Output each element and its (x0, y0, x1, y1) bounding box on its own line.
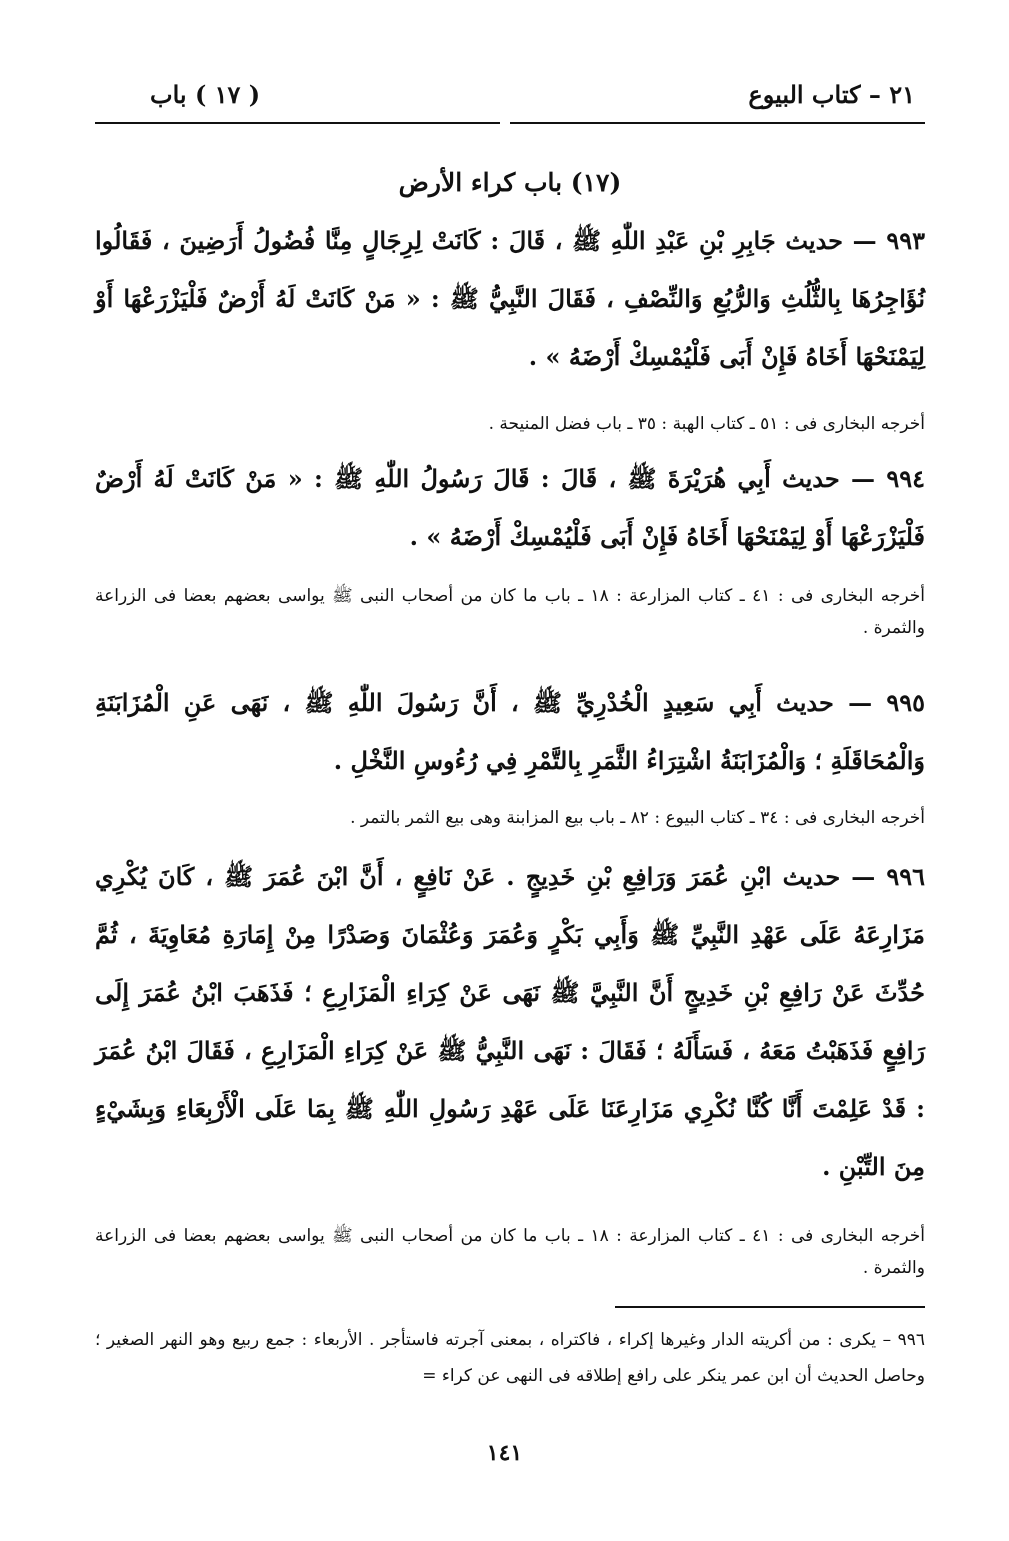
header-rule-right (510, 122, 925, 124)
running-header (95, 62, 925, 122)
running-header-book-title: ٢١ – كتاب البيوع (748, 80, 915, 109)
header-rule-left (95, 122, 500, 124)
hadith-number: ٩٩٥ (886, 688, 925, 717)
hadith-994: ٩٩٤ — حديث أَبِي هُرَيْرَةَ ﷺ ، قَالَ : قَالَ رَسُولُ اللّٰهِ ﷺ : « مَنْ كَانَتْ لَهُ أَرْضٌ فَلْيَزْرَعْهَا أَوْ لِيَمْنَحْهَا أَخَاهُ فَإِنْ أَبَى فَلْيُمْسِكْ أَرْضَهُ » . (95, 464, 925, 551)
hadith-995: ٩٩٥ — حديث أَبِي سَعِيدٍ الْخُدْرِيِّ ﷺ ، أَنَّ رَسُولَ اللّٰهِ ﷺ ، نَهَى عَنِ الْمُزَابَنَةِ وَالْمُحَاقَلَةِ ؛ وَالْمُزَابَنَةُ اشْتِرَاءُ الثَّمَرِ بِالتَّمْرِ فِي رُءُوسِ النَّخْلِ . (95, 688, 925, 775)
hadith-source-994: أخرجه البخارى فى : ٤١ ـ كتاب المزارعة : ١٨ ـ باب ما كان من أصحاب النبى ﷺ يواسى بعضهم بعضا فى الزراعة والثمرة . (95, 586, 925, 638)
hadith-source-993: أخرجه البخارى فى : ٥١ ـ كتاب الهبة : ٣٥ ـ باب فضل المنيحة . (488, 414, 925, 434)
chapter-title: (١٧) باب كراء الأرض (398, 168, 622, 197)
hadith-source-996: أخرجه البخارى فى : ٤١ ـ كتاب المزارعة : ١٨ ـ باب ما كان من أصحاب النبى ﷺ يواسى بعضهم بعضا فى الزراعة والثمرة . (95, 1226, 925, 1278)
page-number: ١٤١ (486, 1440, 523, 1466)
hadith-number: ٩٩٤ (886, 464, 925, 493)
footnote: ٩٩٦ – يكرى : من أكريته الدار وغيرها إكراء ، فاكتراه ، بمعنى آجرته فاستأجر . الأربعاء : جمع ربيع وهو النهر الصغير ؛ وحاصل الحديث أن ابن عمر ينكر على رافع إطلاقه فى النهى عن كراء = (95, 1330, 925, 1386)
hadith-text: حديث ابْنِ عُمَرَ وَرَافِعِ بْنِ خَدِيجٍ . عَنْ نَافِعٍ ، أَنَّ ابْنَ عُمَرَ ﷺ ، كَانَ يُكْرِي مَزَارِعَهُ عَلَى عَهْدِ النَّبِيِّ ﷺ وَأَبِي بَكْرٍ وَعُمَرَ وَعُثْمَانَ وَصَدْرًا مِنْ إِمَارَةِ مُعَاوِيَةَ ، ثُمَّ حُدِّثَ عَنْ رَافِعِ بْنِ خَدِيجٍ أَنَّ النَّبِيَّ ﷺ نَهَى عَنْ كِرَاءِ الْمَزَارِعِ ؛ فَذَهَبَ ابْنُ عُمَرَ إِلَى رَافِعٍ فَذَهَبْتُ مَعَهُ ، فَسَأَلَهُ ؛ فَقَالَ : نَهَى النَّبِيُّ ﷺ عَنْ كِرَاءِ الْمَزَارِعِ ، فَقَالَ ابْنُ عُمَرَ : قَدْ عَلِمْتَ أَنَّا كُنَّا نُكْرِي مَزَارِعَنَا عَلَى عَهْدِ رَسُولِ اللّٰهِ ﷺ بِمَا عَلَى الْأَرْبِعَاءِ وَبِشَيْءٍ مِنَ التِّبْنِ . (95, 862, 925, 1181)
hadith-text: حديث أَبِي هُرَيْرَةَ ﷺ ، قَالَ : قَالَ رَسُولُ اللّٰهِ ﷺ : « مَنْ كَانَتْ لَهُ أَرْضٌ فَلْيَزْرَعْهَا أَوْ لِيَمْنَحْهَا أَخَاهُ فَإِنْ أَبَى فَلْيُمْسِكْ أَرْضَهُ » . (95, 464, 925, 551)
hadith-number: ٩٩٣ (886, 226, 925, 255)
running-header-chapter: ( ١٧ ) باب (150, 80, 261, 109)
hadith-text: حديث أَبِي سَعِيدٍ الْخُدْرِيِّ ﷺ ، أَنَّ رَسُولَ اللّٰهِ ﷺ ، نَهَى عَنِ الْمُزَابَنَةِ وَالْمُحَاقَلَةِ ؛ وَالْمُزَابَنَةُ اشْتِرَاءُ الثَّمَرِ بِالتَّمْرِ فِي رُءُوسِ النَّخْلِ . (95, 688, 925, 775)
hadith-number: ٩٩٦ (886, 862, 925, 891)
footnote-separator (615, 1306, 925, 1308)
hadith-993: ٩٩٣ — حديث جَابِرِ بْنِ عَبْدِ اللّٰهِ ﷺ ، قَالَ : كَانَتْ لِرِجَالٍ مِنَّا فُضُولُ أَرَضِينَ ، فَقَالُوا نُؤَاجِرُهَا بِالثُّلُثِ وَالرُّبُعِ وَالنِّصْفِ ، فَقَالَ النَّبِيُّ ﷺ : « مَنْ كَانَتْ لَهُ أَرْضٌ فَلْيَزْرَعْهَا أَوْ لِيَمْنَحْهَا أَخَاهُ فَإِنْ أَبَى فَلْيُمْسِكْ أَرْضَهُ » . (95, 226, 925, 371)
hadith-source-995: أخرجه البخارى فى : ٣٤ ـ كتاب البيوع : ٨٢ ـ باب بيع المزابنة وهى بيع الثمر بالتمر . (350, 808, 925, 828)
hadith-text: حديث جَابِرِ بْنِ عَبْدِ اللّٰهِ ﷺ ، قَالَ : كَانَتْ لِرِجَالٍ مِنَّا فُضُولُ أَرَضِينَ ، فَقَالُوا نُؤَاجِرُهَا بِالثُّلُثِ وَالرُّبُعِ وَالنِّصْفِ ، فَقَالَ النَّبِيُّ ﷺ : « مَنْ كَانَتْ لَهُ أَرْضٌ فَلْيَزْرَعْهَا أَوْ لِيَمْنَحْهَا أَخَاهُ فَإِنْ أَبَى فَلْيُمْسِكْ أَرْضَهُ » . (95, 226, 925, 371)
hadith-996: ٩٩٦ — حديث ابْنِ عُمَرَ وَرَافِعِ بْنِ خَدِيجٍ . عَنْ نَافِعٍ ، أَنَّ ابْنَ عُمَرَ ﷺ ، كَانَ يُكْرِي مَزَارِعَهُ عَلَى عَهْدِ النَّبِيِّ ﷺ وَأَبِي بَكْرٍ وَعُمَرَ وَعُثْمَانَ وَصَدْرًا مِنْ إِمَارَةِ مُعَاوِيَةَ ، ثُمَّ حُدِّثَ عَنْ رَافِعِ بْنِ خَدِيجٍ أَنَّ النَّبِيَّ ﷺ نَهَى عَنْ كِرَاءِ الْمَزَارِعِ ؛ فَذَهَبَ ابْنُ عُمَرَ إِلَى رَافِعٍ فَذَهَبْتُ مَعَهُ ، فَسَأَلَهُ ؛ فَقَالَ : نَهَى النَّبِيُّ ﷺ عَنْ كِرَاءِ الْمَزَارِعِ ، فَقَالَ ابْنُ عُمَرَ : قَدْ عَلِمْتَ أَنَّا كُنَّا نُكْرِي مَزَارِعَنَا عَلَى عَهْدِ رَسُولِ اللّٰهِ ﷺ بِمَا عَلَى الْأَرْبِعَاءِ وَبِشَيْءٍ مِنَ التِّبْنِ . (95, 862, 925, 1181)
